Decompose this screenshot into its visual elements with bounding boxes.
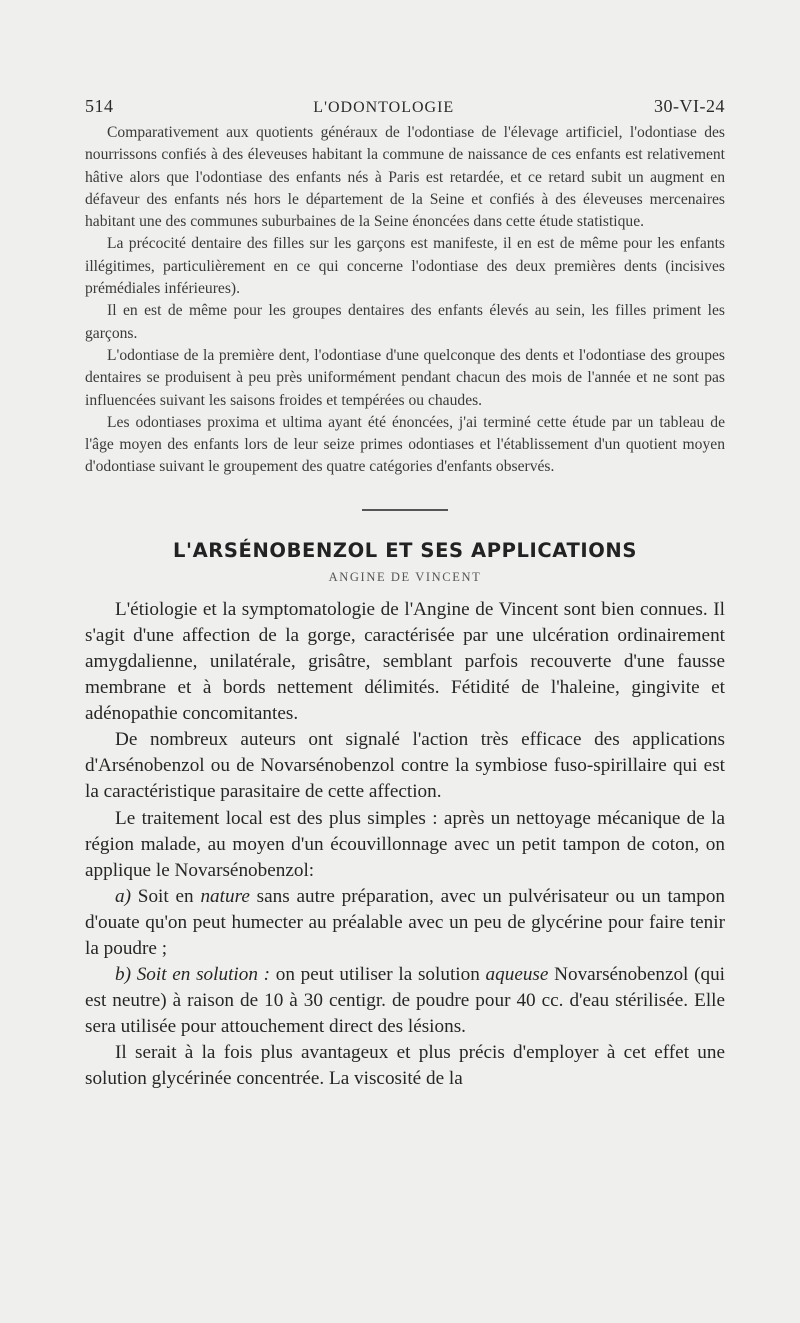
- paragraph: Il en est de même pour les groupes dentaires des enfants élevés au sein, les filles priment les garçons.: [85, 302, 725, 342]
- paragraph: L'étiologie et la symptomatologie de l'Angine de Vincent sont bien connues. Il s'agit d'une affection de la gorge, caractérisée par une ulcération ordinairement amygdalienne, unilatérale, grisâtre, semblant parfois recouverte d'une fausse membrane et à bords nettement délimités. Fétidité de l'haleine, gingivite et adénopathie concomitantes.: [85, 598, 725, 725]
- paragraph: L'odontiase de la première dent, l'odontiase d'une quelconque des dents et l'odontiase des groupes dentaires se produisent à peu près uniformément pendant chacun des mois de l'année et ne sont pas influencées suivant les saisons froides et tempérées ou chaudes.: [85, 346, 725, 409]
- paragraph: Le traitement local est des plus simples : après un nettoyage mécanique de la région malade, au moyen d'un écouvillonnage avec un petit tampon de coton, on applique le Novarsénobenzol:: [85, 807, 725, 881]
- running-header: [85, 96, 725, 122]
- emphasis: nature: [200, 885, 250, 907]
- article-subtitle: ANGINE DE VINCENT: [328, 569, 482, 584]
- journal-title: L'ODONTOLOGIE: [313, 99, 455, 116]
- paragraph-option-b: b) Soit en solution : on peut utiliser la solution aqueuse Novarsénobenzol (qui est neutre) à raison de 10 à 30 centigr. de poudre pour 40 cc. d'eau stérilisée. Elle sera utilisée pour attouchement direct des lésions.: [85, 964, 726, 1038]
- emphasis: aqueuse: [485, 964, 549, 986]
- article-body: [85, 597, 725, 1093]
- paragraph-option-a: a) Soit en nature sans autre préparation, avec un pulvérisateur ou un tampon d'ouate qu'on peut humecter au préalable avec un peu de glycérine pour faire tenir la poudre ;: [85, 885, 726, 959]
- paragraph: De nombreux auteurs ont signalé l'action très efficace des applications d'Arsénobenzol ou de Novarsénobenzol contre la symbiose fuso-spirillaire qui est la caractéristique parasitaire de cette affection.: [85, 729, 725, 803]
- section-divider: [362, 509, 448, 511]
- paragraph: Comparativement aux quotients généraux de l'odontiase de l'élevage artificiel, l'odontiase des nourrissons confiés à des éleveuses habitant la commune de naissance de ces enfants est relativement hâtive alors que l'odontiase des enfants nés à Paris est retardée, et ce retard subit un augment en défaveur des enfants nés hors le département de la Seine et confiés à des éleveuses mercenaires habitant une des communes suburbaines de la Seine énoncées dans cette étude statistique.: [85, 124, 725, 231]
- paragraph: Il serait à la fois plus avantageux et plus précis d'employer à cet effet une solution glycérinée concentrée. La viscosité de la: [85, 1042, 725, 1090]
- intro-section: [85, 122, 725, 479]
- emphasis: Soit en solution :: [136, 964, 271, 986]
- book-page: [85, 96, 725, 1093]
- option-label: b): [115, 964, 131, 986]
- option-label: a): [115, 885, 131, 907]
- paragraph: La précocité dentaire des filles sur les garçons est manifeste, il en est de même pour les enfants illégitimes, particulièrement en ce qui concerne l'odontiase des deux premières dents (incisives prémédiales inférieures).: [85, 235, 725, 298]
- page-number: 514: [85, 96, 114, 116]
- paragraph: Les odontiases proxima et ultima ayant été énoncées, j'ai terminé cette étude par un tableau de l'âge moyen des enfants lors de leur seize primes odontiases et l'établissement d'un quotient moyen d'odontiase suivant le groupement des quatre catégories d'enfants observés.: [85, 413, 725, 476]
- article-title: L'ARSÉNOBENZOL ET SES APPLICATIONS: [173, 538, 637, 562]
- issue-date: 30-VI-24: [654, 96, 725, 116]
